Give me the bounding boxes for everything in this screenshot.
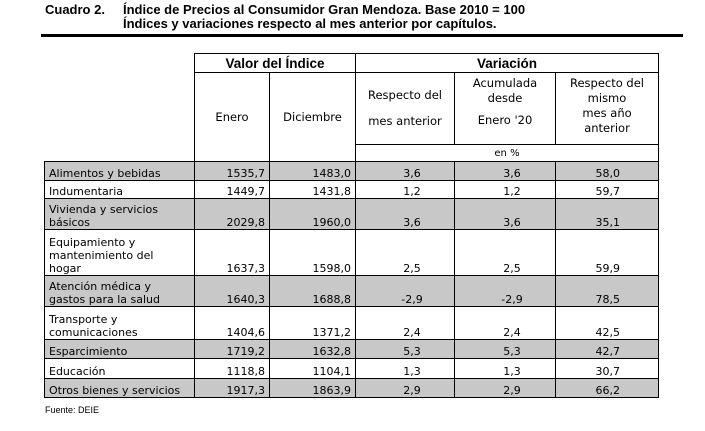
cell-acum: 2,4: [455, 307, 556, 340]
cell-diciembre: 1483,0: [270, 162, 356, 181]
cell-diciembre: 1598,0: [270, 230, 356, 276]
cell-acum: 3,6: [455, 199, 556, 230]
cell-resp: -2,9: [356, 276, 455, 307]
table-row: [45, 162, 659, 181]
cell-resp: 3,6: [356, 199, 455, 230]
cell-acum: 5,3: [455, 340, 556, 359]
title-rule: [41, 34, 683, 37]
unit-label: en %: [356, 145, 659, 162]
cell-acum: 1,3: [455, 359, 556, 379]
cell-resp: 2,5: [356, 230, 455, 276]
cell-enero: 1535,7: [195, 162, 270, 181]
cell-resp: 2,4: [356, 307, 455, 340]
cell-enero: 1449,7: [195, 181, 270, 199]
table-row: [45, 230, 659, 276]
col-header-respecto-mes: Respecto del mes anterior: [356, 73, 455, 145]
cell-resp: 1,3: [356, 359, 455, 379]
cell-mismo: 30,7: [556, 359, 659, 379]
cell-mismo: 58,0: [556, 162, 659, 181]
table-row: [45, 359, 659, 379]
cell-mismo: 66,2: [556, 379, 659, 398]
source-note: Fuente: DEIE: [45, 405, 100, 415]
col-header-mismo-mes: Respecto del mismo mes año anterior: [556, 73, 659, 145]
title-line-2: Índices y variaciones respecto al mes anterior por capítulos.: [123, 16, 497, 31]
table-row: [45, 340, 659, 359]
cell-mismo: 78,5: [556, 276, 659, 307]
col-header-diciembre: Diciembre: [270, 73, 356, 162]
group-header-variation: Variación: [356, 54, 659, 73]
table-title: [45, 3, 525, 31]
cell-resp: 3,6: [356, 162, 455, 181]
table-row: [45, 181, 659, 199]
cell-mismo: 35,1: [556, 199, 659, 230]
cell-acum: -2,9: [455, 276, 556, 307]
row-category: Indumentaria: [45, 181, 195, 199]
cell-enero: 1637,3: [195, 230, 270, 276]
cell-resp: 5,3: [356, 340, 455, 359]
cell-mismo: 59,9: [556, 230, 659, 276]
row-category: Educación: [45, 359, 195, 379]
row-category: Otros bienes y servicios: [45, 379, 195, 398]
cell-diciembre: 1371,2: [270, 307, 356, 340]
cell-enero: 2029,8: [195, 199, 270, 230]
cell-diciembre: 1431,8: [270, 181, 356, 199]
row-category: Esparcimiento: [45, 340, 195, 359]
row-category: Vivienda y servicios básicos: [45, 199, 195, 230]
cell-diciembre: 1632,8: [270, 340, 356, 359]
table-row: [45, 199, 659, 230]
cell-diciembre: 1688,8: [270, 276, 356, 307]
cell-enero: 1719,2: [195, 340, 270, 359]
row-category: Atención médica y gastos para la salud: [45, 276, 195, 307]
cell-acum: 1,2: [455, 181, 556, 199]
cpi-table: [44, 53, 659, 398]
cell-acum: 3,6: [455, 162, 556, 181]
cell-resp: 2,9: [356, 379, 455, 398]
title-line-1: Índice de Precios al Consumidor Gran Mendoza. Base 2010 = 100: [123, 2, 526, 17]
table-row: [45, 276, 659, 307]
group-header-index: Valor del Índice: [195, 54, 356, 73]
row-category: Transporte y comunicaciones: [45, 307, 195, 340]
cell-acum: 2,5: [455, 230, 556, 276]
row-category: Alimentos y bebidas: [45, 162, 195, 181]
cell-mismo: 59,7: [556, 181, 659, 199]
cell-enero: 1404,6: [195, 307, 270, 340]
cell-mismo: 42,5: [556, 307, 659, 340]
cell-diciembre: 1863,9: [270, 379, 356, 398]
header-group-row: [45, 54, 659, 73]
cell-diciembre: 1960,0: [270, 199, 356, 230]
cell-diciembre: 1104,1: [270, 359, 356, 379]
cell-mismo: 42,7: [556, 340, 659, 359]
row-category: Equipamiento y mantenimiento del hogar: [45, 230, 195, 276]
table-number: Cuadro 2.: [45, 2, 105, 17]
cell-enero: 1640,3: [195, 276, 270, 307]
cell-acum: 2,9: [455, 379, 556, 398]
col-header-acumulada: Acumulada desde Enero '20: [455, 73, 556, 145]
cell-enero: 1118,8: [195, 359, 270, 379]
table-row: [45, 379, 659, 398]
cell-enero: 1917,3: [195, 379, 270, 398]
cell-resp: 1,2: [356, 181, 455, 199]
table-row: [45, 307, 659, 340]
col-header-enero: Enero: [195, 73, 270, 162]
header-column-row: [45, 73, 659, 145]
